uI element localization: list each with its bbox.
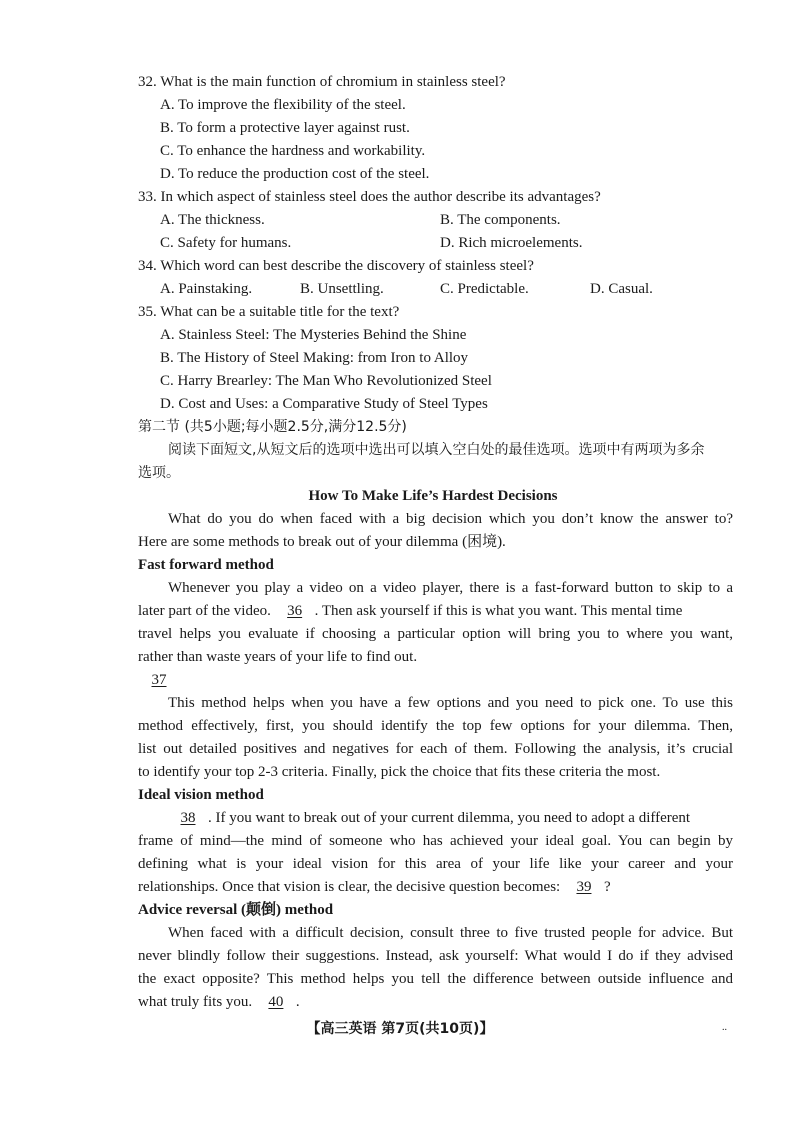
q34-option-d: D. Casual. (590, 281, 653, 297)
p1-line1: Whenever you play a video on a video player, there is a fast-forward button to skip to a (168, 580, 733, 596)
q35-stem: 35. What can be a suitable title for the text? (138, 304, 400, 320)
p3-line1 (168, 808, 733, 828)
p3-line1-text: . If you want to break out of your current dilemma, you need to adopt a different (208, 810, 691, 826)
blank-40: 40 (268, 994, 284, 1010)
heading-ideal-vision: Ideal vision method (138, 787, 264, 803)
q32-option-b: B. To form a protective layer against rust. (160, 120, 410, 136)
q34-stem: 34. Which word can best describe the discovery of stainless steel? (138, 258, 534, 274)
blank-38: 38 (180, 810, 196, 826)
q32-option-d: D. To reduce the production cost of the steel. (160, 166, 430, 182)
q33-option-a: A. The thickness. (160, 212, 265, 228)
q33-stem: 33. In which aspect of stainless steel does the author describe its advantages? (138, 189, 601, 205)
q32-option-c: C. To enhance the hardness and workability. (160, 143, 426, 159)
p3-line3: defining what is your ideal vision for this area of your life like your career and your (138, 856, 733, 872)
p1-line4: rather than waste years of your life to find out. (138, 649, 418, 665)
blank-37-heading (138, 670, 180, 690)
q34-option-b: B. Unsettling. (300, 281, 384, 297)
footer-mark: .. (722, 1022, 727, 1033)
p4-line2: never blindly follow their suggestions. Instead, ask yourself: What would I do if they advised (138, 948, 733, 964)
q32-option-a: A. To improve the flexibility of the steel. (160, 97, 406, 113)
p4-line4 (138, 992, 300, 1012)
p3-line2: frame of mind—the mind of someone who has achieved your ideal goal. You can begin by (138, 833, 733, 849)
intro-line1: What do you do when faced with a big decision which you don’t know the answer to? (168, 511, 733, 527)
q35-option-a: A. Stainless Steel: The Mysteries Behind the Shine (160, 327, 467, 343)
p2-line3: list out detailed positives and negatives for each of them. Following the analysis, it’s crucial (138, 741, 733, 757)
p3-line4-a: relationships. Once that vision is clear, the decisive question becomes: (138, 879, 561, 895)
p1-line2-a: later part of the video. (138, 603, 271, 619)
p2-line4: to identify your top 2-3 criteria. Finally, pick the choice that fits these criteria the most. (138, 764, 661, 780)
p1-line2 (138, 601, 682, 621)
page-footer: 【高三英语 第7页(共10页)】 (306, 1021, 494, 1037)
section-instruction-line1: 阅读下面短文,从短文后的选项中选出可以填入空白处的最佳选项。选项中有两项为多余 (168, 442, 705, 458)
intro-line2: Here are some methods to break out of your dilemma (困境). (138, 534, 506, 550)
section-header: 第二节 (共5小题;每小题2.5分,满分12.5分) (138, 419, 407, 435)
p2-line2: method effectively, first, you should identify the top few options for your dilemma. Then, (138, 718, 733, 734)
q33-option-d: D. Rich microelements. (440, 235, 583, 251)
p1-line2-b: . Then ask yourself if this is what you want. This mental time (314, 603, 683, 619)
p4-line4-a: what truly fits you. (138, 994, 253, 1010)
p4-line3: the exact opposite? This method helps you tell the difference between outside influence and (138, 971, 733, 987)
q32-stem: 32. What is the main function of chromium in stainless steel? (138, 74, 506, 90)
blank-39: 39 (576, 879, 592, 895)
q35-option-d: D. Cost and Uses: a Comparative Study of Steel Types (160, 396, 488, 412)
q33-option-b: B. The components. (440, 212, 561, 228)
heading-advice-reversal: Advice reversal (颠倒) method (138, 902, 334, 918)
article-title: How To Make Life’s Hardest Decisions (308, 488, 558, 504)
q35-option-c: C. Harry Brearley: The Man Who Revolutionized Steel (160, 373, 492, 389)
blank-36: 36 (287, 603, 303, 619)
p4-line1: When faced with a difficult decision, consult three to five trusted people for advice. But (168, 925, 733, 941)
p3-line4 (138, 877, 611, 897)
q35-option-b: B. The History of Steel Making: from Iron to Alloy (160, 350, 469, 366)
blank-37: 37 (151, 672, 167, 688)
heading-fast-forward: Fast forward method (138, 557, 274, 573)
p2-line1: This method helps when you have a few options and you need to pick one. To use this (168, 695, 733, 711)
p3-line4-b: ? (603, 879, 611, 895)
q34-option-c: C. Predictable. (440, 281, 529, 297)
section-instruction-line2: 选项。 (138, 465, 180, 481)
p4-line4-b: . (295, 994, 300, 1010)
p1-line3: travel helps you evaluate if choosing a particular option will bring you to where you want, (138, 626, 733, 642)
q33-option-c: C. Safety for humans. (160, 235, 292, 251)
q34-option-a: A. Painstaking. (160, 281, 253, 297)
